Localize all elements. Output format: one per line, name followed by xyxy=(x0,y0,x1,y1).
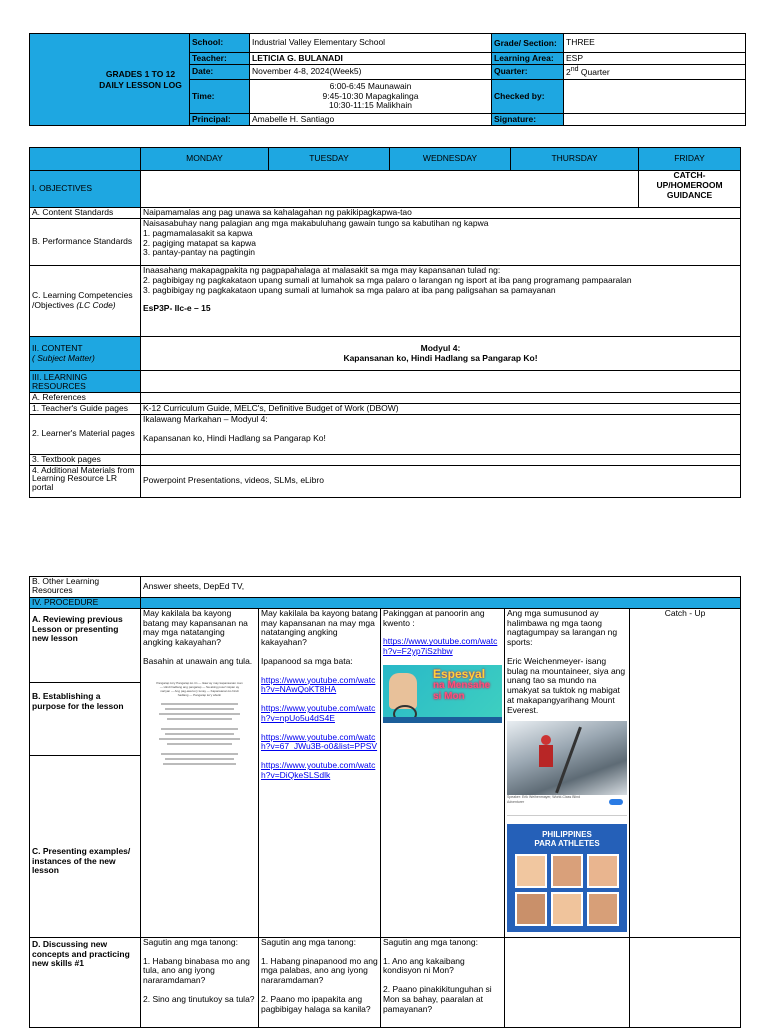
competency-line: 3. pagbibigay ng pagkakataon upang sumali at lumahok sa mga palaro at iba pang paligsahan sa pamayanan xyxy=(143,284,556,295)
time-line: 6:00-6:45 Maunawain xyxy=(329,81,412,92)
thursday-intro: Ang mga sumusunod ay halimbawa ng mga taong nagtagumpay sa larangan ng sports: xyxy=(507,608,618,648)
textbook-label: 3. Textbook pages xyxy=(30,454,141,465)
checked-label: Checked by: xyxy=(492,80,564,114)
video-link-3[interactable]: https://www.youtube.com/watch?v=67_JWu3B-o0&list=PPSV xyxy=(261,731,378,752)
time-line: 10:30-11:15 Malikhain xyxy=(328,100,412,111)
content-label: II. CONTENT xyxy=(32,342,83,353)
poem-image xyxy=(153,679,246,770)
monday-read: Basahin at unawain ang tula. xyxy=(143,655,253,666)
references-label: A. References xyxy=(30,393,141,404)
teacher-value: LETICIA G. BULANADI xyxy=(250,53,492,65)
additional-label: 4. Additional Materials from Learning Resource LR portal xyxy=(30,465,141,497)
tuesday-d-q1: 1. Habang pinapanood mo ang mga palabas, ano ang iyong nararamdaman? xyxy=(261,955,378,986)
performance-standards xyxy=(141,219,741,266)
thumbnail-title-3: si Mon xyxy=(433,690,465,702)
content-sub-label: ( Subject Matter) xyxy=(32,352,95,363)
competencies-label-cell xyxy=(30,266,141,337)
day-header-wednesday: WEDNESDAY xyxy=(390,148,511,171)
video-link-4[interactable]: https://www.youtube.com/watch?v=DiQkeSLSdlk xyxy=(261,760,376,780)
para-athletes-title-1: PHILIPPINES xyxy=(542,830,592,840)
signature-label: Signature: xyxy=(492,114,564,126)
header-title-line1: GRADES 1 TO 12 xyxy=(105,69,176,80)
day-header-tuesday: TUESDAY xyxy=(269,148,390,171)
monday-intro: May kakilala ba kayong batang may kapansanan na may mga natatanging angking kakayahan? xyxy=(143,608,248,648)
lm-label: 2. Learner's Material pages xyxy=(30,414,141,454)
content-label-cell xyxy=(30,337,141,371)
para-athletes-image xyxy=(507,824,627,932)
tuesday-intro: May kakilala ba kayong batang may kapansanan na may mga natatanging angking kakayahan? xyxy=(261,608,378,648)
textbook-value xyxy=(141,454,741,465)
other-resources: Answer sheets, DepEd TV, xyxy=(141,577,741,598)
principal-label: Principal: xyxy=(190,114,250,126)
tuesday-show: Ipapanood sa mga bata: xyxy=(261,655,353,666)
monday-d-question: Sagutin ang mga tanong: xyxy=(143,937,238,947)
module-title: Kapansanan ko, Hindi Hadlang sa Pangarap Ko! xyxy=(343,352,538,363)
area-label: Learning Area: xyxy=(492,53,564,65)
step-c-label: C. Presenting examples/ instances of the new lesson xyxy=(32,845,131,876)
tuesday-d-cell xyxy=(259,937,381,1027)
lm-line2: Kapansanan ko, Hindi Hadlang sa Pangarap Ko! xyxy=(143,432,326,443)
story-thumbnail-image xyxy=(383,665,502,723)
grade-value: THREE xyxy=(564,34,746,53)
header-title-line2: DAILY LESSON LOG xyxy=(99,79,182,90)
competencies-label: C. Learning Competencies /Objectives xyxy=(32,290,133,310)
tg-label: 1. Teacher's Guide pages xyxy=(30,403,141,414)
signature-value xyxy=(564,114,746,126)
competencies xyxy=(141,266,741,337)
mountaineer-image xyxy=(507,721,627,795)
lm-value xyxy=(141,414,741,454)
friday-catch-up: Catch - Up xyxy=(664,608,706,618)
para-athletes-title-2: PARA ATHLETES xyxy=(534,839,600,849)
thumbnail-title-1: Espesyal xyxy=(433,666,486,681)
day-header-monday: MONDAY xyxy=(141,148,269,171)
additional-value: Powerpoint Presentations, videos, SLMs, eLibro xyxy=(141,465,741,497)
tuesday-d-question: Sagutin ang mga tanong: xyxy=(261,937,356,947)
tuesday-d-q2: 2. Paano mo ipapakita ang pagbibigay halaga sa kanila? xyxy=(261,993,371,1014)
competency-line: Inaasahang makapagpakita ng pagpapahalaga at malasakit sa mga may kapansanan tulad ng: xyxy=(143,265,501,275)
time-value xyxy=(250,80,492,114)
module-cell xyxy=(141,337,741,371)
quarter-sup: nd xyxy=(570,66,579,74)
day-header-blank xyxy=(30,148,141,171)
quarter-num: 2 xyxy=(566,67,571,78)
resources-cell xyxy=(141,371,741,393)
objectives-table xyxy=(29,147,741,498)
quarter-value xyxy=(564,65,746,80)
resources-label: III. LEARNING RESOURCES xyxy=(30,371,141,393)
competency-code: EsP3P- IIc-e – 15 xyxy=(143,303,211,314)
video-caption-bar xyxy=(507,795,627,816)
tg-value: K-12 Curriculum Guide, MELC's, Definitive Budget of Work (DBOW) xyxy=(141,403,741,414)
quarter-label: Quarter: xyxy=(492,65,564,80)
video-link-1[interactable]: https://www.youtube.com/watch?v=NAwQoKT8HA xyxy=(261,674,376,695)
wednesday-abc-cell xyxy=(381,608,505,937)
thursday-abc-cell xyxy=(505,608,630,937)
grade-label: Grade/ Section: xyxy=(492,34,564,53)
lesson-header-table xyxy=(29,33,746,126)
quarter-rest: Quarter xyxy=(578,67,610,78)
tuesday-abc-cell xyxy=(259,608,381,937)
content-standards: Naipamamalas ang pag unawa sa kahalagahan ng pakikipagkapwa-tao xyxy=(141,208,741,219)
video-caption: Speaker: Erik Weihenmayer, World-Class Blind Adventurer xyxy=(507,795,581,805)
teacher-label: Teacher: xyxy=(190,53,250,65)
friday-abc-cell xyxy=(630,608,741,937)
play-button[interactable] xyxy=(609,799,623,805)
performance-line: 2. pagiging matapat sa kapwa xyxy=(143,237,256,248)
step-b-label: B. Establishing a purpose for the lesson xyxy=(32,690,124,711)
friday-d-cell xyxy=(630,937,741,1027)
monday-d-cell xyxy=(141,937,259,1027)
procedure-table xyxy=(29,576,741,1028)
school-label: School: xyxy=(190,34,250,53)
procedure-cell xyxy=(141,598,741,609)
wednesday-d-cell xyxy=(381,937,505,1027)
time-line: 9:45-10:30 Mapagkalinga xyxy=(322,90,419,101)
header-title-cell xyxy=(30,34,190,126)
time-label: Time: xyxy=(190,80,250,114)
objectives-label: I. OBJECTIVES xyxy=(30,171,141,208)
references-cell xyxy=(141,393,741,404)
monday-d-q1: 1. Habang binabasa mo ang tula, ano ang iyong nararamdaman? xyxy=(143,955,250,986)
day-header-thursday: THURSDAY xyxy=(511,148,639,171)
step-d-label: D. Discussing new concepts and practicing new skills #1 xyxy=(30,937,141,1027)
lm-line1: Ikalawang Markahan – Modyul 4: xyxy=(143,414,268,424)
wednesday-d-q1: 1. Ano ang kakaibang kondisyon ni Mon? xyxy=(383,955,465,976)
story-link[interactable]: https://www.youtube.com/watch?v=F2yp7iSzhbw xyxy=(383,636,498,657)
performance-line: Naisasabuhay nang palagian ang mga makabuluhang gawain tungo sa kabutihan ng kapwa xyxy=(143,218,489,228)
day-header-friday: FRIDAY xyxy=(639,148,741,171)
wednesday-d-q2: 2. Paano pinakikitunguhan si Mon sa bahay, paaralan at pamayanan? xyxy=(383,984,492,1014)
checked-value xyxy=(564,80,746,114)
date-label: Date: xyxy=(190,65,250,80)
module-number: Modyul 4: xyxy=(420,342,461,353)
school-value: Industrial Valley Elementary School xyxy=(250,34,492,53)
competencies-code-label: (LC Code) xyxy=(76,300,116,310)
procedure-label: IV. PROCEDURE xyxy=(30,598,141,609)
monday-abc-cell xyxy=(141,608,259,937)
objectives-cell xyxy=(141,171,639,208)
friday-note: CATCH-UP/HOMEROOM GUIDANCE xyxy=(639,171,741,208)
other-resources-label: B. Other Learning Resources xyxy=(30,577,141,598)
thursday-body: Eric Weichenmeyer- isang bulag na mountaineer, siya ang unang tao sa mundo na umakyat sa tuktok ng mabigat at makapangyarihang Mount Everest. xyxy=(507,655,626,715)
monday-d-q2: 2. Sino ang tinutukoy sa tula? xyxy=(143,993,255,1004)
thumbnail-title-2: na Mensahe xyxy=(433,679,491,691)
performance-line: 3. pantay-pantay na pagtingin xyxy=(143,247,256,258)
wednesday-intro: Pakinggan at panoorin ang kwento : xyxy=(383,608,485,628)
video-link-2[interactable]: https://www.youtube.com/watch?v=npUo5u4dS4E xyxy=(261,703,376,723)
date-value: November 4-8, 2024(Week5) xyxy=(250,65,492,80)
performance-line: 1. pagmamalasakit sa kapwa xyxy=(143,227,253,238)
performance-label: B. Performance Standards xyxy=(30,219,141,266)
procedure-labels-cell xyxy=(30,608,141,937)
step-a-label: A. Reviewing previous Lesson or presenting new lesson xyxy=(32,613,123,644)
principal-value: Amabelle H. Santiago xyxy=(250,114,492,126)
area-value: ESP xyxy=(564,53,746,65)
wednesday-d-question: Sagutin ang mga tanong: xyxy=(383,937,478,947)
poem-text: Pangarap ko'y Pangarap ko rin — Ikaw ay may kapansanan man — Hindi hadlang ang pangarap — Sa aking puso't isipan ay nariyan — Ang pag-asa ko'y tunay — Kapansanan ko hindi hadlang — Pangarap ko'y abutin xyxy=(156,680,243,697)
competency-line: 2. pagbibigay ng pagkakataon upang sumali at lumahok sa mga palaro o larangan ng isport at iba pang programang pampaaralan xyxy=(143,274,632,285)
thursday-d-cell xyxy=(505,937,630,1027)
content-standards-label: A. Content Standards xyxy=(30,208,141,219)
